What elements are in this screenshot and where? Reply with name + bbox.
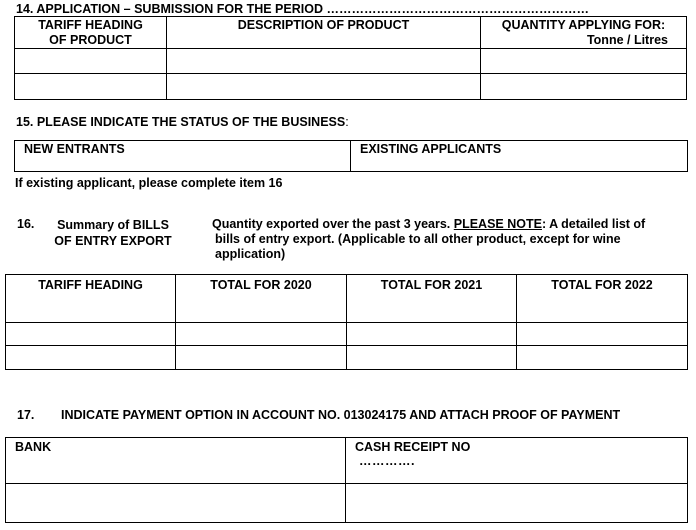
tariff-cell[interactable] [15, 74, 167, 100]
table-row [15, 74, 687, 100]
quantity-cell[interactable] [481, 74, 687, 100]
section-16-description [212, 217, 690, 262]
section-16-desc-line2: bills of entry export. (Applicable to all other product, except for wine [215, 232, 621, 246]
total-2022-cell[interactable] [517, 323, 688, 346]
business-status-table [14, 140, 688, 172]
section-16-desc-part1: Quantity exported over the past 3 years. [212, 217, 454, 231]
tariff-heading-header-line2: OF PRODUCT [49, 33, 132, 47]
section-15-title-colon: : [345, 115, 349, 129]
description-cell[interactable] [167, 49, 481, 74]
payment-table [5, 437, 688, 523]
tariff-cell[interactable] [6, 323, 176, 346]
section-16-label-line2: OF ENTRY EXPORT [54, 234, 172, 248]
total-2022-cell[interactable] [517, 346, 688, 370]
section-16-desc-part2: : A detailed list of [541, 217, 646, 231]
total-2021-cell[interactable] [347, 346, 517, 370]
cash-receipt-label: CASH RECEIPT NO [355, 440, 471, 454]
existing-applicants-option[interactable]: EXISTING APPLICANTS [351, 141, 688, 172]
tariff-cell[interactable] [15, 49, 167, 74]
total-2021-cell[interactable] [347, 323, 517, 346]
section-15-title-text: 15. PLEASE INDICATE THE STATUS OF THE BUSINESS [16, 115, 346, 129]
bank-value-cell[interactable] [6, 484, 346, 523]
table-row [6, 346, 688, 370]
tariff-heading-header-line1: TARIFF HEADING [38, 18, 143, 32]
please-note-label: PLEASE NOTE [453, 217, 542, 231]
new-entrants-option[interactable]: NEW ENTRANTS [15, 141, 351, 172]
table-row [6, 323, 688, 346]
tariff-cell[interactable] [6, 346, 176, 370]
cash-receipt-value-cell[interactable] [346, 484, 688, 523]
description-header: DESCRIPTION OF PRODUCT [167, 17, 481, 49]
section-16-label-line1: Summary of BILLS [57, 218, 169, 232]
section-14-table [14, 16, 687, 100]
section-15-title [16, 115, 349, 129]
total-2020-cell[interactable] [176, 346, 347, 370]
total-2020-header: TOTAL FOR 2020 [176, 275, 347, 323]
total-2021-header: TOTAL FOR 2021 [347, 275, 517, 323]
quantity-header-line1: QUANTITY APPLYING FOR: [501, 18, 666, 32]
section-17-number: 17. [17, 408, 35, 422]
tariff-heading-header [15, 17, 167, 49]
cash-receipt-dots: …………. [359, 454, 415, 468]
quantity-cell[interactable] [481, 49, 687, 74]
total-2020-cell[interactable] [176, 323, 347, 346]
quantity-header [481, 17, 687, 49]
quantity-header-unit: Tonne / Litres [586, 33, 668, 47]
section-16-label [48, 217, 178, 249]
existing-applicant-note: If existing applicant, please complete item 16 [15, 176, 283, 190]
bank-cell[interactable] [6, 438, 346, 484]
section-16-desc-line3: application) [215, 247, 286, 261]
tariff-heading-col-header: TARIFF HEADING [6, 275, 176, 323]
table-row [15, 49, 687, 74]
cash-receipt-cell[interactable] [346, 438, 688, 484]
total-2022-header: TOTAL FOR 2022 [517, 275, 688, 323]
bills-of-entry-table [5, 274, 688, 370]
table-row [6, 484, 688, 523]
section-17-title: INDICATE PAYMENT OPTION IN ACCOUNT NO. 013024175 AND ATTACH PROOF OF PAYMENT [61, 408, 621, 422]
bank-label: BANK [15, 440, 52, 454]
section-14-title: 14. APPLICATION – SUBMISSION FOR THE PERIOD ……………………………………………………… [16, 2, 589, 16]
description-cell[interactable] [167, 74, 481, 100]
section-16-number: 16. [17, 217, 35, 231]
